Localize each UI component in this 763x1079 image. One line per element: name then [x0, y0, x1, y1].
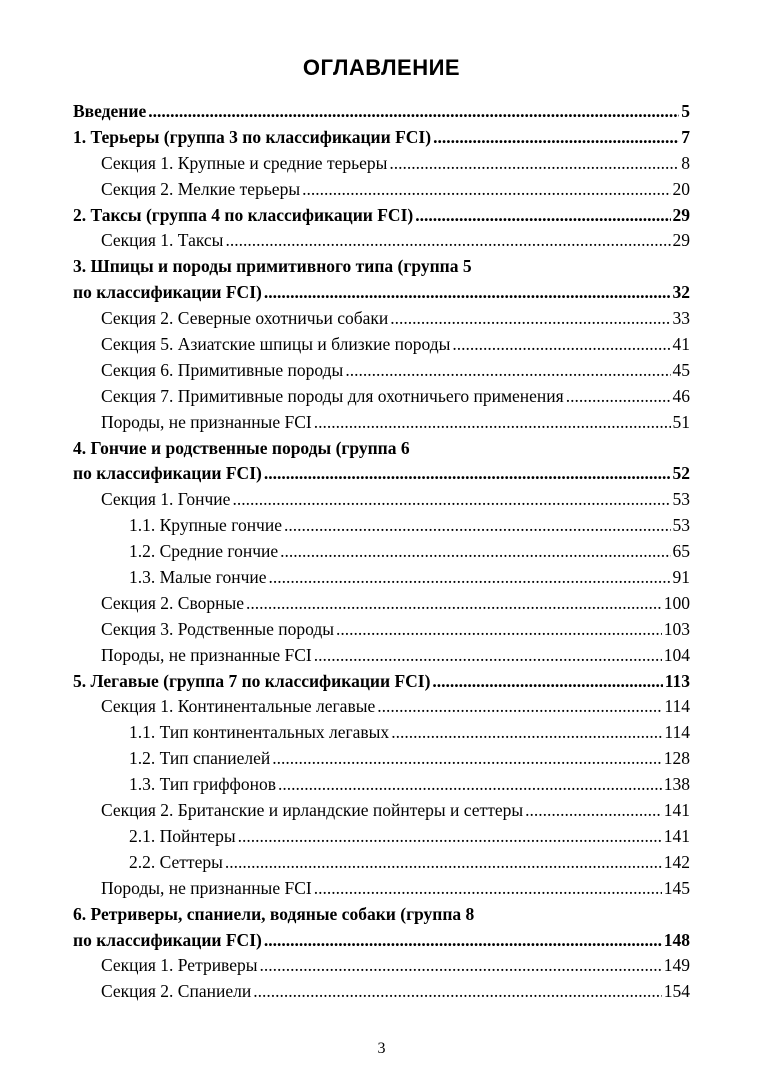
toc-entry[interactable] [73, 902, 690, 928]
dot-leader [415, 203, 670, 229]
toc-entry[interactable] [73, 772, 690, 798]
toc-entry-page: 7 [681, 126, 690, 147]
toc-entry-page: 104 [663, 644, 690, 665]
toc-entry-page: 29 [672, 204, 690, 225]
dot-leader [246, 591, 662, 617]
dot-leader [432, 669, 662, 695]
toc-entry-page: 45 [672, 359, 690, 380]
toc-entry-title: Секция 2. Мелкие терьеры [101, 178, 301, 199]
toc-entry-title: 1.2. Тип спаниелей [129, 748, 271, 769]
dot-leader [314, 410, 671, 436]
toc-entry[interactable] [73, 99, 690, 125]
toc-entry-page: 145 [663, 877, 690, 898]
toc-entry-page: 32 [672, 282, 690, 303]
dot-leader [238, 824, 662, 850]
dot-leader [314, 876, 662, 902]
toc-entry-page: 53 [672, 515, 690, 536]
toc-entry-title: 6. Ретриверы, спаниели, водяные собаки (группа 8 [73, 903, 475, 924]
dot-leader [225, 850, 662, 876]
dot-leader [269, 565, 671, 591]
toc-entry[interactable] [73, 513, 690, 539]
toc-entry-page: 29 [672, 230, 690, 251]
toc-entry[interactable] [73, 436, 690, 462]
toc-entry-title: 2.2. Сеттеры [129, 851, 223, 872]
page-title: ОГЛАВЛЕНИЕ [302, 55, 461, 80]
toc-entry-page: 53 [672, 489, 690, 510]
toc-entry-page: 20 [672, 178, 690, 199]
dot-leader [232, 487, 670, 513]
dot-leader [566, 384, 671, 410]
dot-leader [260, 953, 662, 979]
toc-entry[interactable] [73, 228, 690, 254]
toc-entry-title: Породы, не признанные FCI [101, 644, 312, 665]
toc-entry[interactable] [73, 203, 690, 229]
toc-entry-title: Породы, не признанные FCI [101, 877, 312, 898]
toc-entry-page: 142 [663, 851, 690, 872]
toc-entry-page: 103 [663, 618, 690, 639]
toc-entry[interactable] [73, 384, 690, 410]
toc-entry-page: 8 [681, 152, 690, 173]
toc-entry[interactable] [73, 617, 690, 643]
dot-leader [253, 979, 662, 1005]
toc-entry-title: 1.3. Тип гриффонов [129, 774, 276, 795]
toc-entry-page: 5 [681, 101, 690, 121]
toc-entry-page: 113 [664, 670, 690, 691]
toc-entry-title: Секция 1. Гончие [101, 489, 231, 510]
toc-entry-title: 5. Легавые (группа 7 по классификации FCI) [73, 670, 431, 691]
toc-entry[interactable] [73, 953, 690, 979]
toc-entry[interactable] [73, 539, 690, 565]
toc-entry[interactable] [73, 177, 690, 203]
toc-entry-page: 141 [663, 825, 690, 846]
dot-leader [433, 125, 679, 151]
toc-entry[interactable] [73, 306, 690, 332]
toc-entry-page: 91 [672, 567, 690, 588]
toc-entry[interactable] [73, 669, 690, 695]
toc-entry-title: 3. Шпицы и породы примитивного типа (группа 5 [73, 256, 472, 277]
toc-entry-page: 138 [663, 774, 690, 795]
toc-entry-page: 46 [672, 385, 690, 406]
toc-entry[interactable] [73, 850, 690, 876]
dot-leader [452, 332, 670, 358]
toc-entry[interactable] [73, 125, 690, 151]
toc-entry-title: Секция 1. Ретриверы [101, 955, 258, 976]
toc-entry[interactable] [73, 254, 690, 280]
toc-entry-title: 1.1. Крупные гончие [129, 515, 282, 536]
toc-entry-page: 128 [663, 748, 690, 769]
toc-entry-page: 52 [672, 463, 690, 484]
toc-entry-page: 114 [664, 722, 690, 743]
toc-entry-page: 33 [672, 308, 690, 329]
toc-entry-title: 4. Гончие и родственные породы (группа 6 [73, 437, 410, 458]
dot-leader [148, 99, 679, 125]
toc-entry-title: 1. Терьеры (группа 3 по классификации FCI) [73, 126, 432, 147]
toc-entry-page: 100 [663, 592, 690, 613]
toc-entry[interactable] [73, 979, 690, 1005]
toc-entry[interactable] [73, 461, 690, 487]
toc-entry[interactable] [73, 410, 690, 436]
dot-leader [314, 643, 662, 669]
dot-leader [389, 151, 679, 177]
toc-entry-title: Секция 5. Азиатские шпицы и близкие породы [101, 334, 451, 355]
table-of-contents [73, 99, 690, 1005]
toc-entry-title: 1.2. Средние гончие [129, 541, 279, 562]
toc-entry-page: 149 [663, 955, 690, 976]
toc-entry[interactable] [73, 487, 690, 513]
dot-leader [377, 694, 662, 720]
dot-leader [284, 513, 671, 539]
toc-entry[interactable] [73, 332, 690, 358]
toc-entry[interactable] [73, 746, 690, 772]
dot-leader [280, 539, 670, 565]
toc-entry[interactable] [73, 591, 690, 617]
toc-entry-page: 154 [663, 981, 690, 1002]
page-number: 3 [377, 1040, 386, 1057]
toc-entry-title: по классификации FCI) [73, 929, 262, 950]
toc-entry-page: 41 [672, 334, 690, 355]
toc-entry[interactable] [73, 876, 690, 902]
toc-entry[interactable] [73, 798, 690, 824]
toc-entry-title: Секция 2. Британские и ирландские пойнтеры и сеттеры [101, 800, 524, 821]
toc-entry-title: по классификации FCI) [73, 463, 262, 484]
dot-leader [302, 177, 670, 203]
toc-entry[interactable] [73, 151, 690, 177]
toc-entry-title: 1.3. Малые гончие [129, 567, 267, 588]
toc-entry-page: 65 [672, 541, 690, 562]
toc-entry-title: Секция 1. Крупные и средние терьеры [101, 152, 388, 173]
dot-leader [264, 928, 662, 954]
dot-leader [225, 228, 670, 254]
toc-entry-title: Введение [73, 101, 147, 121]
toc-entry-title: Породы, не признанные FCI [101, 411, 312, 432]
toc-entry[interactable] [73, 720, 690, 746]
toc-entry-title: Секция 1. Континентальные легавые [101, 696, 376, 717]
toc-entry[interactable] [73, 643, 690, 669]
toc-entry-title: Секция 6. Примитивные породы [101, 359, 344, 380]
toc-entry-page: 114 [664, 696, 690, 717]
toc-entry-title: по классификации FCI) [73, 282, 262, 303]
toc-entry[interactable] [73, 358, 690, 384]
toc-entry-page: 51 [672, 411, 690, 432]
toc-entry-page: 148 [663, 929, 690, 950]
toc-entry-title: Секция 1. Таксы [101, 230, 224, 251]
dot-leader [264, 280, 671, 306]
toc-entry[interactable] [73, 824, 690, 850]
dot-leader [390, 306, 670, 332]
toc-entry[interactable] [73, 694, 690, 720]
toc-entry-title: Секция 2. Спаниели [101, 981, 252, 1002]
toc-entry[interactable] [73, 280, 690, 306]
toc-entry-title: Секция 3. Родственные породы [101, 618, 335, 639]
toc-entry-title: Секция 2. Сворные [101, 592, 245, 613]
toc-entry-title: 1.1. Тип континентальных легавых [129, 722, 390, 743]
toc-entry-title: 2. Таксы (группа 4 по классификации FCI) [73, 204, 414, 225]
toc-entry-title: Секция 7. Примитивные породы для охотничьего применения [101, 385, 564, 406]
toc-entry[interactable] [73, 928, 690, 954]
dot-leader [272, 746, 662, 772]
dot-leader [336, 617, 662, 643]
toc-entry-page: 141 [663, 800, 690, 821]
toc-entry[interactable] [73, 565, 690, 591]
dot-leader [264, 461, 671, 487]
toc-entry-title: 2.1. Пойнтеры [129, 825, 236, 846]
dot-leader [278, 772, 662, 798]
toc-entry-title: Секция 2. Северные охотничьи собаки [101, 308, 389, 329]
dot-leader [345, 358, 670, 384]
dot-leader [525, 798, 662, 824]
dot-leader [391, 720, 662, 746]
